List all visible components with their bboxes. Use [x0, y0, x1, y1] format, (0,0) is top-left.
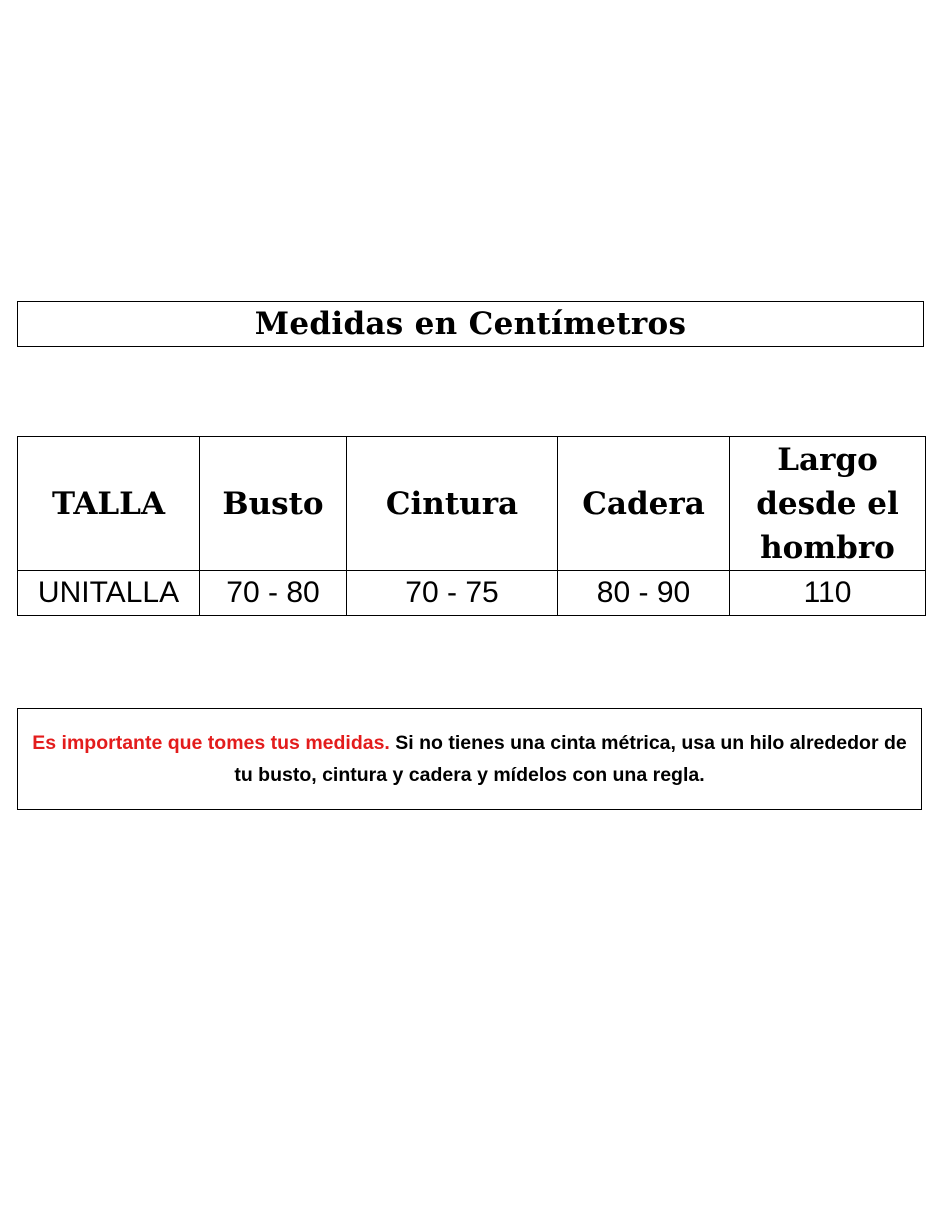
header-cintura: Cintura [347, 437, 558, 571]
note-body: Si no tienes una cinta métrica, usa un hilo alrededor de tu busto, cintura y cadera y mídelos con una regla. [234, 732, 907, 786]
header-talla: TALLA [18, 437, 200, 571]
note-highlight: Es importante que tomes tus medidas. [32, 732, 390, 754]
table-row [18, 571, 926, 616]
cell-cadera: 80 - 90 [558, 571, 730, 616]
cell-cintura: 70 - 75 [347, 571, 558, 616]
header-largo: Largo desde el hombro [730, 437, 926, 571]
title-box [17, 301, 924, 347]
cell-talla: UNITALLA [18, 571, 200, 616]
measurement-note [26, 727, 913, 791]
header-cadera: Cadera [558, 437, 730, 571]
page-title: Medidas en Centímetros [254, 305, 687, 342]
size-table [17, 436, 926, 616]
cell-busto: 70 - 80 [200, 571, 347, 616]
measurement-note-box [17, 708, 922, 810]
table-header-row [18, 437, 926, 571]
cell-largo: 110 [730, 571, 926, 616]
header-busto: Busto [200, 437, 347, 571]
